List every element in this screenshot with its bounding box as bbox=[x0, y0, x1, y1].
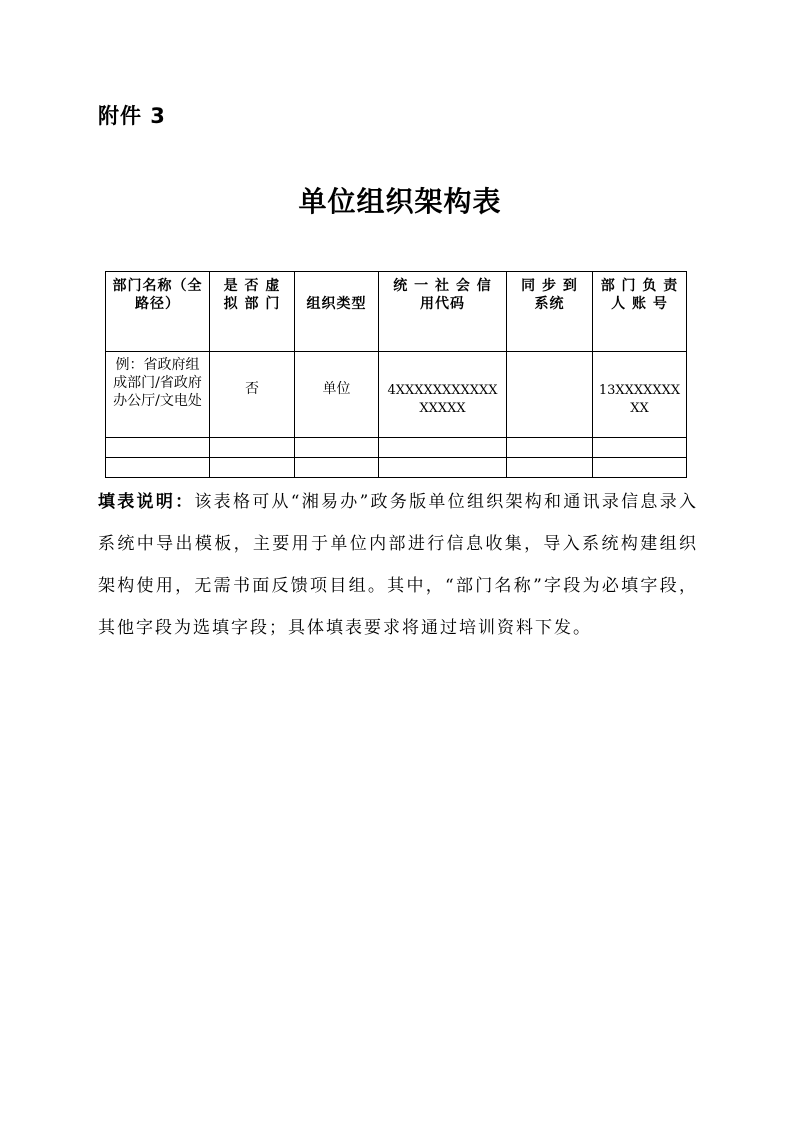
column-header-sync-system: 同 步 到 系统 bbox=[507, 272, 593, 352]
column-header-is-virtual: 是 否 虚 拟 部 门 bbox=[210, 272, 295, 352]
table-header-row bbox=[106, 272, 687, 352]
cell-department-name: 例：省政府组成部门/省政府办公厅/文电处 bbox=[106, 352, 210, 438]
column-header-credit-code: 统 一 社 会 信 用代码 bbox=[379, 272, 507, 352]
page-title: 单位组织架构表 bbox=[298, 185, 502, 218]
column-header-head-account: 部 门 负 责 人 账 号 bbox=[593, 272, 687, 352]
fill-instructions-text: 该表格可从“湘易办”政务版单位组织架构和通讯录信息录入系统中导出模板，主要用于单位内部进行信息收集，导入系统构建组织架构使用，无需书面反馈项目组。其中，“部门名称”字段为必填字段，其他字段为选填字段；具体填表要求将通过培训资料下发。 bbox=[98, 492, 698, 638]
org-structure-table bbox=[105, 271, 687, 478]
attachment-label: 附件 3 bbox=[98, 104, 166, 128]
column-header-org-type: 组织类型 bbox=[295, 272, 379, 352]
blank-cell bbox=[295, 438, 379, 458]
table-row-blank bbox=[106, 438, 687, 458]
blank-cell bbox=[379, 438, 507, 458]
blank-cell bbox=[295, 458, 379, 478]
fill-instructions-label: 填表说明： bbox=[98, 492, 195, 512]
cell-head-account: 13XXXXXXXXX bbox=[593, 352, 687, 438]
blank-cell bbox=[106, 438, 210, 458]
blank-cell bbox=[379, 458, 507, 478]
blank-cell bbox=[106, 458, 210, 478]
cell-sync-system bbox=[507, 352, 593, 438]
blank-cell bbox=[507, 438, 593, 458]
table-row-example bbox=[106, 352, 687, 438]
cell-org-type: 单位 bbox=[295, 352, 379, 438]
blank-cell bbox=[210, 458, 295, 478]
fill-instructions bbox=[98, 481, 698, 649]
column-header-department-name: 部门名称（全路径） bbox=[106, 272, 210, 352]
cell-is-virtual: 否 bbox=[210, 352, 295, 438]
blank-cell bbox=[507, 458, 593, 478]
blank-cell bbox=[210, 438, 295, 458]
cell-credit-code: 4XXXXXXXXXXXXXXXX bbox=[379, 352, 507, 438]
table-row-blank bbox=[106, 458, 687, 478]
blank-cell bbox=[593, 458, 687, 478]
blank-cell bbox=[593, 438, 687, 458]
